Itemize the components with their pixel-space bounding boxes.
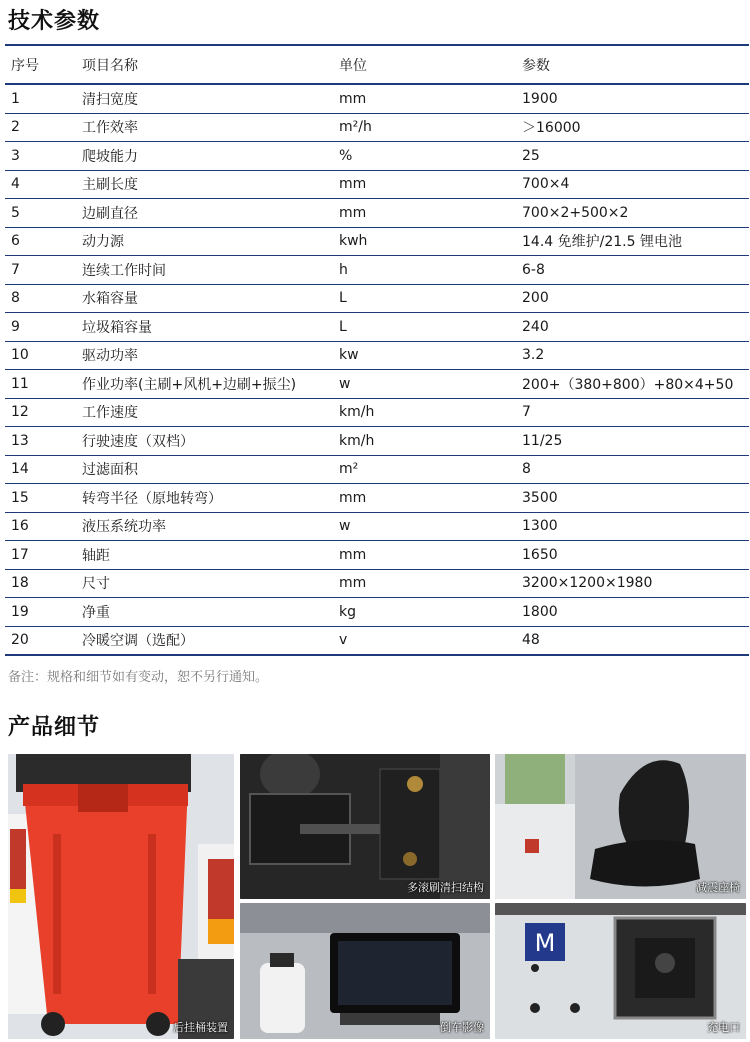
row-value: 240 [516,313,749,342]
spec-section-title: 技术参数 [8,9,101,34]
row-value: 700×2+500×2 [516,199,749,228]
header-index: 序号 [5,46,76,84]
row-value: 8 [516,455,749,484]
row-index: 1 [5,84,76,113]
row-unit: m²/h [333,113,516,142]
charging-port-photo [495,903,746,1039]
row-unit: w [333,370,516,399]
table-row [5,284,749,313]
row-item-name: 过滤面积 [76,455,333,484]
brush-structure-illustration [240,754,490,899]
row-index: 8 [5,284,76,313]
row-item-name: 工作效率 [76,113,333,142]
row-unit: km/h [333,398,516,427]
row-item-name: 主刷长度 [76,170,333,199]
row-unit: mm [333,484,516,513]
row-index: 9 [5,313,76,342]
row-index: 15 [5,484,76,513]
row-item-name: 轴距 [76,541,333,570]
row-index: 13 [5,427,76,456]
row-value: 25 [516,142,749,171]
row-item-name: 动力源 [76,227,333,256]
row-unit: kg [333,598,516,627]
row-unit: mm [333,199,516,228]
row-unit: L [333,313,516,342]
row-value: 14.4 免维护/21.5 锂电池 [516,227,749,256]
header-item: 项目名称 [76,46,333,84]
row-value: 200 [516,284,749,313]
row-unit: % [333,142,516,171]
row-value: 1300 [516,512,749,541]
row-item-name: 转弯半径（原地转弯） [76,484,333,513]
row-unit: L [333,284,516,313]
spec-note: 备注：规格和细节如有变动，恕不另行通知。 [8,670,269,685]
seat-illustration [495,754,746,899]
row-item-name: 作业功率(主刷+风机+边刷+振尘) [76,370,333,399]
row-value: 3500 [516,484,749,513]
row-item-name: 爬坡能力 [76,142,333,171]
row-unit: mm [333,569,516,598]
row-index: 14 [5,455,76,484]
row-value: 1900 [516,84,749,113]
row-value: 1650 [516,541,749,570]
row-item-name: 水箱容量 [76,284,333,313]
row-value: 3.2 [516,341,749,370]
photo-caption: 多滚刷清扫结构 [407,881,484,894]
table-row [5,256,749,285]
row-index: 12 [5,398,76,427]
row-value: ＞16000 [516,113,749,142]
seat-photo [495,754,746,899]
row-value: 11/25 [516,427,749,456]
photo-caption: 充电口 [707,1021,740,1034]
row-unit: v [333,626,516,655]
row-index: 10 [5,341,76,370]
table-row [5,398,749,427]
table-row [5,170,749,199]
row-value: 200+（380+800）+80×4+50 [516,370,749,399]
spec-table [5,46,749,656]
table-row [5,113,749,142]
svg-text:M: M [534,929,556,957]
row-index: 2 [5,113,76,142]
table-row [5,598,749,627]
header-unit: 单位 [333,46,516,84]
detail-section-title: 产品细节 [8,715,101,740]
row-index: 4 [5,170,76,199]
row-item-name: 冷暖空调（选配） [76,626,333,655]
row-index: 16 [5,512,76,541]
row-item-name: 尺寸 [76,569,333,598]
row-unit: mm [333,84,516,113]
table-row [5,227,749,256]
rear-bin-illustration [8,754,234,1039]
table-row [5,626,749,655]
row-item-name: 工作速度 [76,398,333,427]
row-item-name: 行驶速度（双档） [76,427,333,456]
row-item-name: 边刷直径 [76,199,333,228]
row-unit: h [333,256,516,285]
row-unit: kwh [333,227,516,256]
reverse-camera-photo [240,903,490,1039]
row-unit: kw [333,341,516,370]
row-unit: w [333,512,516,541]
row-index: 11 [5,370,76,399]
row-value: 700×4 [516,170,749,199]
photo-caption: 减震座椅 [696,881,740,894]
table-row [5,199,749,228]
table-row [5,455,749,484]
table-row [5,427,749,456]
row-index: 6 [5,227,76,256]
row-index: 3 [5,142,76,171]
row-index: 18 [5,569,76,598]
row-item-name: 净重 [76,598,333,627]
row-unit: mm [333,170,516,199]
table-header-row [5,46,749,84]
row-value: 6-8 [516,256,749,285]
row-value: 48 [516,626,749,655]
photo-caption: 倒车影像 [440,1021,484,1034]
row-item-name: 连续工作时间 [76,256,333,285]
row-value: 1800 [516,598,749,627]
table-row [5,541,749,570]
table-row [5,84,749,113]
row-value: 7 [516,398,749,427]
row-index: 20 [5,626,76,655]
table-row [5,484,749,513]
table-row [5,569,749,598]
row-item-name: 液压系统功率 [76,512,333,541]
table-row [5,142,749,171]
photo-caption: 后挂桶装置 [173,1021,228,1034]
row-index: 5 [5,199,76,228]
table-row [5,341,749,370]
table-row [5,512,749,541]
table-row [5,313,749,342]
table-row [5,370,749,399]
row-value: 3200×1200×1980 [516,569,749,598]
row-item-name: 驱动功率 [76,341,333,370]
header-value: 参数 [516,46,749,84]
row-index: 17 [5,541,76,570]
row-index: 19 [5,598,76,627]
brush-structure-photo [240,754,490,899]
row-item-name: 垃圾箱容量 [76,313,333,342]
rear-bin-photo [8,754,234,1039]
row-unit: mm [333,541,516,570]
row-item-name: 清扫宽度 [76,84,333,113]
row-unit: km/h [333,427,516,456]
row-unit: m² [333,455,516,484]
row-index: 7 [5,256,76,285]
